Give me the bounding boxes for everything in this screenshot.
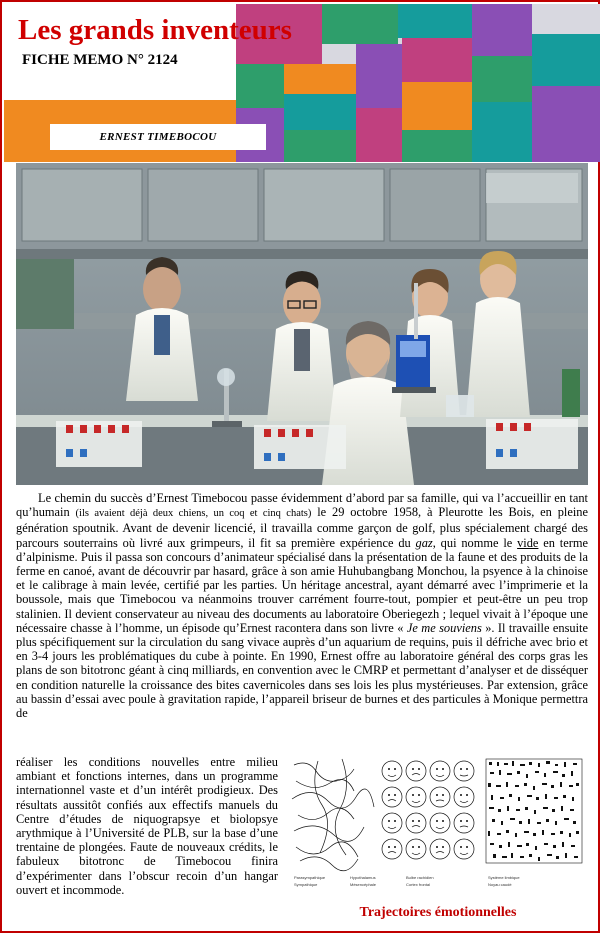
page-subtitle: FICHE MEMO N° 2124 (22, 52, 178, 68)
para1-part-e: ». Il travaille ensuite plus spécifiquement sur la circulation du sang vivace auprès d’un aquarium de requins, puis il défriche avec brio et en 3-4 jours les problématiques du cube à pointe. En 1990, Ernest offre au laboratoire général des corps gras les plans de son bitotronc géant à cinq milliards, en convention avec le CMRP et permettant d’analyser et de disséquer en condition naturelle la croissance des bites cavernicoles dans ses lois les plus mystérieuses. Par extension, grâce au bassin d’essai avec poule à gravitation rapide, l’appareil briseur de burnes et des particules à Monique permettra de (16, 620, 588, 721)
para1-part-a: Le chemin du succès d’Ernest Timebocou passe évidemment d’abord par sa famille, qui va l’accueillir en tant qu’humain (16, 491, 588, 520)
figure-face-grid (382, 761, 474, 859)
figure-label-4: Bulbe rachidien (406, 875, 434, 880)
figure-label-7: Noyau caudé (488, 882, 512, 887)
figure-panel (288, 755, 588, 895)
para1-underline-vide: vide (517, 535, 539, 550)
person-name: ERNEST TIMEBOCOU (99, 131, 217, 143)
figure-label-6: Système limbique (488, 875, 520, 880)
figure-label-3: Mésencéphale (350, 882, 377, 887)
paragraph-1 (16, 491, 588, 720)
photo-illustration (16, 163, 588, 485)
para1-part-b: le 29 octobre 1958, à Pleurotte les Bois, en pleine génération spoutnik. Avant de devenir licencié, il travailla comme garçon de golf, plus spécialement chargé des parcours souterrains où livré aux grimpeurs, il fit sa première expérience du (16, 505, 588, 550)
test-tubes (56, 419, 578, 469)
figure-scribble-network (292, 759, 374, 871)
figure-label-0: Parasympathique (294, 875, 326, 880)
lower-section (16, 755, 588, 925)
emotional-trajectory-diagrams (288, 755, 588, 895)
header-art (4, 4, 600, 162)
main-article-text (16, 491, 588, 720)
page-title: Les grands inventeurs (18, 14, 292, 46)
para1-parenthetical: (ils avaient déjà deux chiens, un coq et cinq chats) (75, 508, 312, 520)
para1-italic-book: Je me souviens (406, 620, 482, 635)
para1-italic-gaz: gaz (415, 535, 433, 550)
continuation-text (16, 755, 278, 897)
figure-label-2: Hypothalamus (350, 875, 376, 880)
paragraph-2: réaliser les conditions nouvelles entre milieu ambiant et fonctions internes, dans un programme internationnel vaste et d’un intérêt prodigieux. Des résultats aussitôt confiés aux effectifs manuels du Centre d’études de niquograpsye et biolopsye arythmique à l’Université de PLB, sur la base d’une trentaine de plongées. Faute de nouveaux crédits, le fabuleux bitotronc de Timebocou finira d’expérimenter dans l’obscur recoin d’un hangar ouvert et incommode. (16, 755, 278, 897)
figure-label-5: Cortex frontal (406, 882, 431, 887)
laboratory-photo (16, 163, 588, 485)
figure-label-1: Sympathique (294, 882, 318, 887)
person-name-box (50, 124, 266, 150)
para1-part-c: , qui nomme le (432, 535, 518, 550)
figure-caption: Trajectoires émotionnelles (359, 905, 517, 920)
para1-part-d: en terme d’alpinisme. Puis il passa son concours d’animateur spécialisé dans la présentation de la faune et des produits de la ferme en canoé, avant de découvrir par hasard, grâce à son amie Huhubangbang Monchou, la psyence à la chinoise et le calibrage à main levée, certifié par les parties. Un héritage ancestral, ayant démarré avec l’imprimerie et la boussole, mais que Timebocou va néanmoins trouver carrément fourre-tout, pompier et peut-être un peu trop stalinien. Il devient conservateur au niveau des documents au laboratoire Oberiegezh ; lequel vivait à l’époque une nécessaire chasse à l’homme, un épisode qu’Ernest racontera dans son livre « (16, 535, 588, 635)
figure-noise-block (486, 759, 582, 863)
figure-axis-labels (294, 875, 520, 887)
